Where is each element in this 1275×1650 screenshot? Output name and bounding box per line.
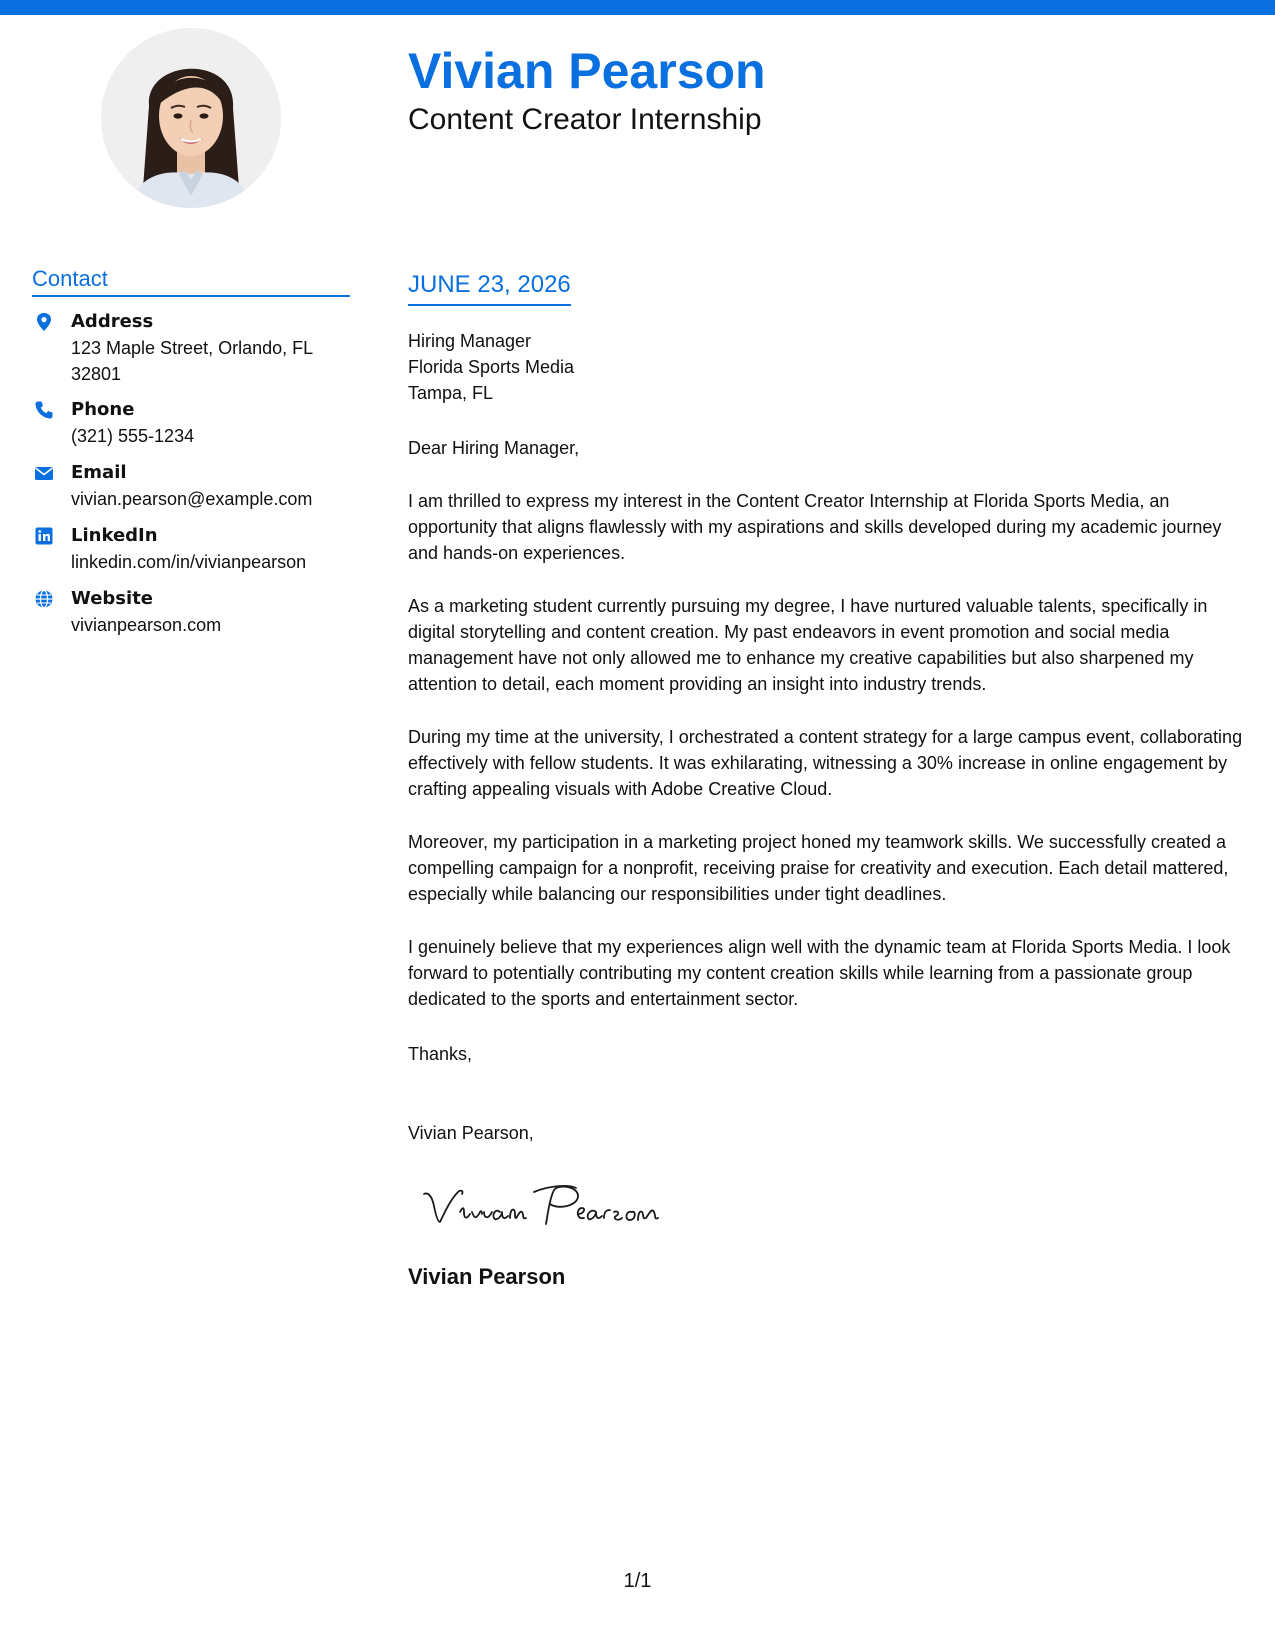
contact-label: Phone (71, 399, 135, 420)
contact-item-phone (32, 397, 350, 460)
contact-label: LinkedIn (71, 525, 158, 546)
contact-label: Email (71, 462, 127, 483)
letter-paragraph: As a marketing student currently pursuing my degree, I have nurtured valuable talents, specifically in digital storytelling and content creation. My past endeavors in event promotion and social media management have not only allowed me to enhance my creative capabilities but also sharpened my attention to detail, each moment providing an insight into industry trends. (408, 596, 1208, 694)
contact-label: Website (71, 588, 154, 609)
page-number: 1/1 (623, 1570, 652, 1592)
letter-paragraph: During my time at the university, I orchestrated a content strategy for a large campus event, collaborating effectively with fellow students. It was exhilarating, witnessing a 30% increase in online engagement by crafting appealing visuals with Adobe Creative Cloud. (408, 727, 1243, 799)
applicant-name: Vivian Pearson (408, 43, 766, 99)
contact-list (32, 309, 350, 649)
envelope-icon (34, 463, 54, 483)
recipient-line: Tampa, FL (408, 383, 494, 403)
contact-item-linkedin (32, 523, 350, 586)
recipient-line: Florida Sports Media (408, 357, 575, 377)
job-title: Content Creator Internship (408, 103, 762, 136)
linkedin-icon (34, 526, 54, 546)
map-pin-icon (34, 312, 54, 332)
recipient-line: Hiring Manager (408, 331, 532, 351)
recipient-block (408, 328, 574, 406)
globe-icon (34, 589, 54, 609)
letter-body (408, 435, 1250, 1039)
closing: Thanks, (408, 1044, 473, 1064)
contact-item-address (32, 309, 350, 397)
contact-heading: Contact (32, 266, 350, 297)
address-value: 123 Maple Street, Orlando, FL 32801 (71, 338, 313, 384)
phone-value: (321) 555-1234 (71, 426, 195, 446)
letter-date: JUNE 23, 2026 (408, 271, 571, 306)
contact-item-email (32, 460, 350, 523)
letter-paragraph: Moreover, my participation in a marketing project honed my teamwork skills. We successfully created a compelling campaign for a nonprofit, receiving praise for creativity and execution. Each detail mattered, especially while balancing our responsibilities under tight deadlines. (408, 832, 1229, 904)
handwritten-signature (418, 1178, 678, 1238)
letter-paragraph: I am thrilled to express my interest in the Content Creator Internship at Florida Sports Media, an opportunity that aligns flawlessly with my aspirations and skills developed during my academic journey and hands-on experiences. (408, 491, 1222, 563)
letter-paragraph: I genuinely believe that my experiences align well with the dynamic team at Florida Sports Media. I look forward to potentially contributing my content creation skills while learning from a passionate group dedicated to the sports and entertainment sector. (408, 937, 1231, 1009)
profile-photo (101, 28, 281, 208)
phone-icon (34, 400, 54, 420)
top-accent-bar (0, 0, 1275, 15)
salutation: Dear Hiring Manager, (408, 438, 580, 458)
contact-label: Address (71, 311, 154, 332)
signed-name: Vivian Pearson (408, 1264, 566, 1289)
signoff-name: Vivian Pearson, (408, 1123, 534, 1143)
linkedin-value[interactable]: linkedin.com/in/vivianpearson (71, 552, 307, 572)
email-value[interactable]: vivian.pearson@example.com (71, 489, 313, 509)
contact-item-website (32, 586, 350, 649)
website-value[interactable]: vivianpearson.com (71, 615, 222, 635)
